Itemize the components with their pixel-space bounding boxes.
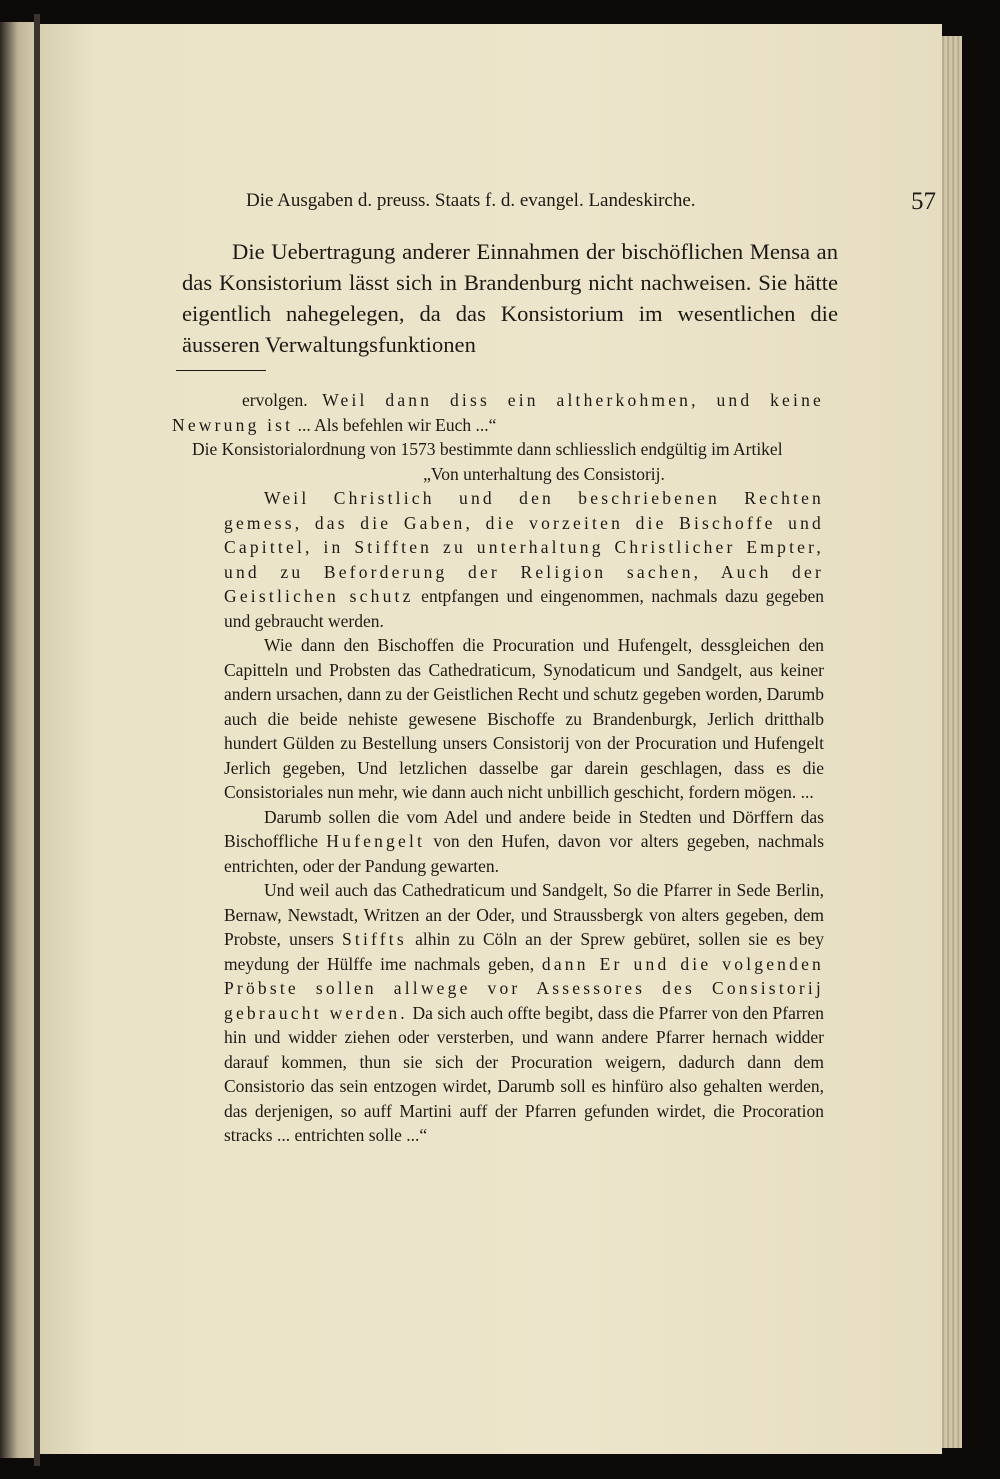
page-edges bbox=[940, 36, 962, 1448]
quote-text: Darumb sollen die vom Adel und andere beide in Stedten und Dörffern das Bischoffliche bbox=[224, 806, 824, 851]
footnote-spaced-text: Weil dann diss ein altherkohmen, und keine Newrung ist bbox=[172, 390, 825, 435]
body-paragraph: Die Uebertragung anderer Einnahmen der bischöflichen Mensa an das Konsistorium lässt sich in Brandenburg nicht nachweisen. Sie hätte eigentlich nahegelegen, da das Konsistorium im wesentlichen die äusseren Verwaltungsfunktionen bbox=[182, 239, 838, 357]
quote-text: von den Hufen, davon vor alters gegeben, nachmals entrichten, oder der Pandung gewarten. bbox=[224, 831, 825, 876]
page-number: 57 bbox=[911, 188, 936, 215]
footnote-line-1 bbox=[172, 388, 824, 437]
footnote-rule bbox=[176, 370, 266, 371]
quote-text: Und weil auch das Cathedraticum und Sandgelt, So die Pfarrer in Sede Berlin, Bernaw, Newstadt, Writzen an der Oder, und Straussbergk von alters gegeben, dem Probste, unsers bbox=[224, 880, 824, 949]
footnote-line-2: Die Konsistorialordnung von 1573 bestimmte dann schliesslich endgültig im Artikel bbox=[192, 439, 783, 459]
quote-paragraph-2: Wie dann den Bischoffen die Procuration und Hufengelt, dessgleichen den Capitteln und Probsten das Cathedraticum, Synodaticum und Sandgelt, aus keiner andern ursachen, dann zu der Geistlichen Recht und schutz gegeben worden, Darumb auch die beide nehiste gewesene Bischoffe zu Brandenburgk, Jerlich dritthalb hundert Gülden zu Bestellung unsers Consistorij von der Procuration und Hufengelt Jerlich gegeben, Und letzlichen dasselbe gar darein geschlagen, dass es die Consistoriales nun mehr, wie dann auch nicht unbillich geschicht, fordern mögen. ... bbox=[224, 635, 824, 802]
footnote-text: ... Als befehlen wir Euch ...“ bbox=[297, 414, 497, 435]
quote-paragraph-1 bbox=[224, 486, 824, 633]
ordinance-quote bbox=[172, 462, 824, 1148]
quote-heading: „Von unterhaltung des Consistorij. bbox=[423, 463, 665, 484]
quote-text: alhin zu Cöln an der Sprew gebüret, sollen sie es bey meydung der Hülffe ime nachmals geben, bbox=[224, 929, 825, 974]
quote-spaced-text: Weil Christlich und den beschriebenen Rechten gemess, das die Gaben, die vorzeiten die Bischoffe und Capittel, in Stifften zu unterhaltung Christlicher Empter, und zu Beforderung der Religion sachen, Auch der Geistlichen schutz bbox=[224, 488, 824, 606]
running-title: Die Ausgaben d. preuss. Staats f. d. evangel. Landeskirche. bbox=[246, 190, 696, 211]
quote-text: entpfangen und eingenommen, nachmals dazu gegeben und gebraucht werden. bbox=[224, 586, 824, 631]
quote-spaced-text: dann Er und die volgenden Pröbste sollen allwege vor Assessores des Consistorij gebraucht werden. bbox=[224, 953, 824, 1023]
quote-paragraph-3 bbox=[224, 805, 824, 879]
footnote-text: ervolgen. bbox=[242, 390, 308, 410]
quote-text: Da sich auch offte begibt, dass die Pfarrer von den Pfarren hin und widder ziehen oder versterben, und wann andere Pfarrer hernach widder darauf kommen, thun sie sich der Procuration weigern, dadurch dann dem Consistorio das sein entzogen wirdet, Darumb soll es hinfüro also gehalten werden, das derjenigen, so auff Martini auff der Pfarren gefunden wirdet, die Procoration stracks ... entrichten solle ...“ bbox=[224, 1002, 825, 1145]
book-page bbox=[40, 24, 942, 1454]
footnote bbox=[172, 388, 824, 1148]
quote-paragraph-4 bbox=[224, 878, 824, 1148]
main-text bbox=[182, 236, 838, 360]
quote-spaced-text: Stiffts bbox=[341, 929, 407, 949]
quote-spaced-text: Hufengelt bbox=[326, 831, 426, 851]
